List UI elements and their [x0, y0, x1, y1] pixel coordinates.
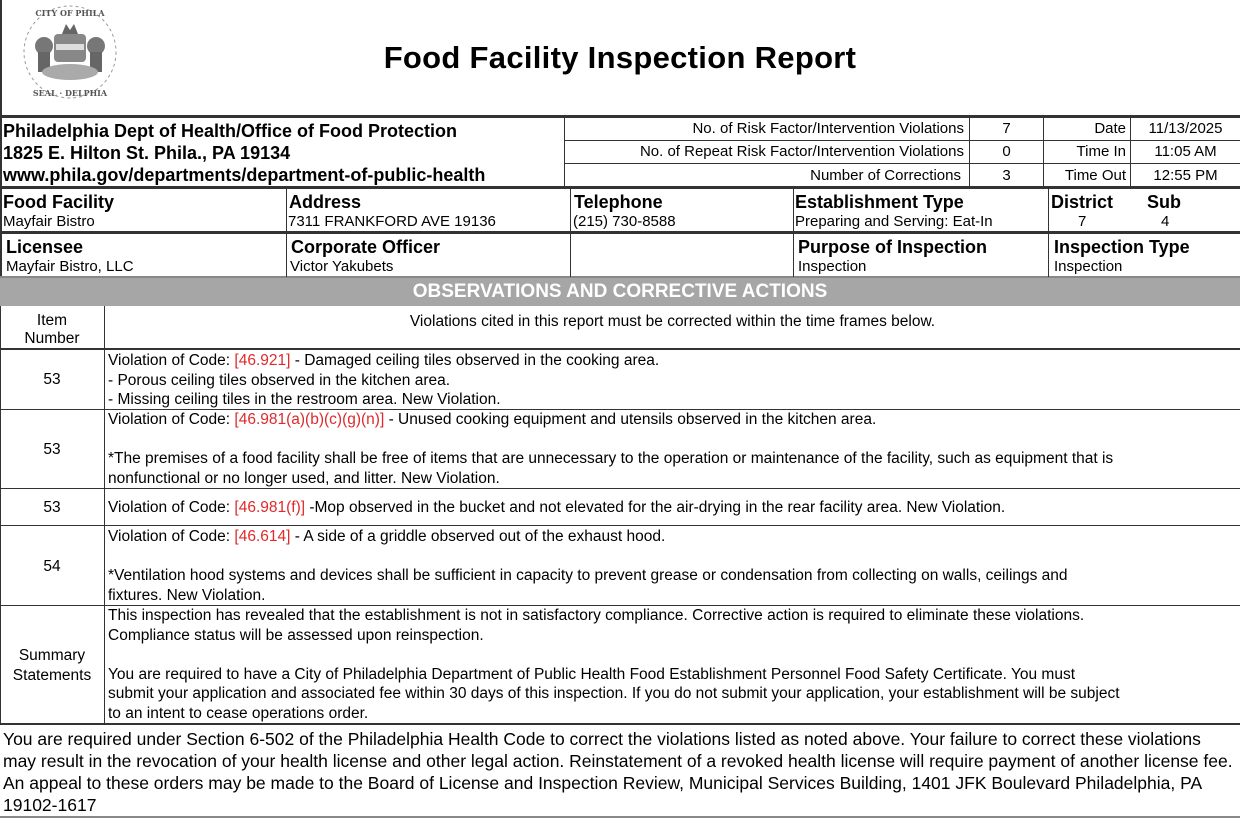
violation-1-text [108, 351, 659, 410]
telephone-value: (215) 730-8588 [573, 213, 676, 230]
divider [0, 816, 1240, 818]
divider [104, 306, 105, 724]
violation-line: - Damaged ceiling tiles observed in the cooking area. [290, 352, 660, 369]
divider [286, 188, 287, 277]
summary-label-line2: Statements [12, 667, 92, 684]
divider [0, 723, 1240, 725]
spacer [108, 430, 1113, 450]
svg-text:SEAL · DELPHIA: SEAL · DELPHIA [32, 88, 108, 98]
corporate-officer-label: Corporate Officer [291, 237, 441, 257]
risk-violations-label: No. of Risk Factor/Intervention Violations [692, 120, 964, 137]
sub-value: 4 [1161, 213, 1170, 230]
time-in-value: 11:05 AM [1154, 143, 1217, 160]
corrections-value: 3 [1002, 167, 1011, 184]
violation-line: fixtures. New Violation. [108, 586, 266, 604]
violation-prefix: Violation of Code: [108, 528, 235, 545]
observations-banner: OBSERVATIONS AND CORRECTIVE ACTIONS [0, 278, 1240, 306]
divider [0, 186, 1240, 189]
food-facility-value: Mayfair Bistro [3, 213, 95, 230]
district-value: 7 [1078, 213, 1087, 230]
licensee-value: Mayfair Bistro, LLC [6, 258, 134, 275]
violation-1-item: 53 [43, 371, 61, 388]
corrections-label: Number of Corrections [810, 167, 961, 184]
violation-4-text [108, 527, 1068, 605]
violation-line: -Mop observed in the bucket and not elevated for the air-drying in the rear facility area. New Violation. [305, 499, 1006, 516]
department-name: Philadelphia Dept of Health/Office of Food Protection [3, 121, 458, 141]
date-value: 11/13/2025 [1148, 120, 1223, 137]
establishment-type-value: Preparing and Serving: Eat-In [795, 213, 993, 230]
divider [564, 163, 1240, 164]
department-address: 1825 E. Hilton St. Phila., PA 19134 [3, 143, 291, 163]
purpose-label: Purpose of Inspection [798, 237, 988, 257]
risk-violations-value: 7 [1002, 120, 1011, 137]
divider [0, 525, 1240, 526]
violation-prefix: Violation of Code: [108, 499, 235, 516]
repeat-violations-label: No. of Repeat Risk Factor/Intervention Violations [639, 143, 964, 160]
violation-line: *The premises of a food facility shall be free of items that are unnecessary to the operation or maintenance of the facility, such as equipment that is [108, 450, 1114, 467]
divider [0, 116, 2, 276]
violation-code: [46.981(f)] [234, 499, 306, 516]
summary-line: This inspection has revealed that the establishment is not in satisfactory compliance. Corrective action is required to eliminate these violations. [108, 607, 1085, 624]
item-header-line2: Number [24, 330, 80, 347]
summary-label [0, 646, 104, 686]
violation-code: [46.614] [234, 528, 291, 545]
spacer [108, 547, 1068, 567]
violation-line: - A side of a griddle observed out of the exhaust hood. [290, 528, 666, 545]
department-info [3, 120, 485, 186]
summary-text [108, 606, 1120, 723]
page-title: Food Facility Inspection Report [383, 40, 857, 75]
corporate-officer-value: Victor Yakubets [290, 258, 394, 275]
divider [1048, 188, 1049, 277]
divider [0, 348, 1240, 350]
repeat-violations-value: 0 [1002, 143, 1011, 160]
summary-line: You are required to have a City of Philadelphia Department of Public Health Food Establishment Personnel Food Safety Certificate. You must [108, 665, 1076, 683]
violation-line: nonfunctional or no longer used, and litter. New Violation. [108, 469, 500, 487]
inspection-type-value: Inspection [1054, 258, 1123, 275]
violation-2-item: 53 [43, 441, 61, 458]
violation-3-text [108, 498, 1005, 518]
spacer [108, 645, 1120, 665]
summary-label-line1: Summary [18, 647, 86, 664]
svg-text:CITY OF PHILA: CITY OF PHILA [35, 8, 105, 18]
violation-line: - Unused cooking equipment and utensils observed in the kitchen area. [384, 411, 877, 428]
divider [0, 115, 1240, 118]
department-website[interactable]: www.phila.gov/departments/department-of-public-health [3, 165, 486, 185]
violation-4-item: 54 [43, 558, 61, 575]
violation-line: - Porous ceiling tiles observed in the kitchen area. [108, 371, 451, 389]
violation-3-item: 53 [43, 499, 61, 516]
divider [793, 188, 794, 277]
item-number-header [0, 312, 104, 348]
divider [564, 116, 565, 187]
summary-line: to an intent to cease operations order. [108, 704, 369, 722]
violation-code: [46.921] [234, 352, 291, 369]
violation-prefix: Violation of Code: [108, 411, 235, 428]
address-value: 7311 FRANKFORD AVE 19136 [288, 213, 496, 230]
purpose-value: Inspection [798, 258, 867, 275]
violation-2-text [108, 410, 1113, 488]
divider [0, 488, 1240, 489]
item-header-line1: Item [36, 312, 68, 329]
address-label: Address [289, 192, 362, 212]
establishment-type-label: Establishment Type [795, 192, 964, 212]
time-out-value: 12:55 PM [1153, 167, 1218, 184]
time-in-label: Time In [1076, 143, 1126, 160]
violation-line: *Ventilation hood systems and devices shall be sufficient in capacity to prevent grease or condensation from collecting on walls, ceilings and [108, 567, 1068, 584]
sub-label: Sub [1147, 192, 1181, 212]
violation-code: [46.981(a)(b)(c)(g)(n)] [234, 411, 385, 428]
date-label: Date [1094, 120, 1126, 137]
time-out-label: Time Out [1064, 167, 1126, 184]
summary-line: submit your application and associated fee within 30 days of this inspection. If you do not submit your application, your establishment will be subject [108, 685, 1120, 702]
divider [0, 231, 1240, 234]
violation-prefix: Violation of Code: [108, 352, 235, 369]
divider [570, 188, 571, 277]
food-facility-label: Food Facility [3, 192, 115, 212]
violation-line: - Missing ceiling tiles in the restroom area. New Violation. [108, 391, 501, 408]
divider [564, 140, 1240, 141]
district-label: District [1051, 192, 1114, 212]
telephone-label: Telephone [574, 192, 663, 212]
observations-intro: Violations cited in this report must be corrected within the time frames below. [409, 313, 936, 330]
inspection-type-label: Inspection Type [1054, 237, 1190, 257]
summary-line: Compliance status will be assessed upon reinspection. [108, 626, 484, 644]
licensee-label: Licensee [6, 237, 84, 257]
legal-notice: You are required under Section 6-502 of the Philadelphia Health Code to correct the violations listed as noted above. Your failure to correct these violations may result in the revocation of your health license and other legal action. Reinstatement of a revoked health license will require payment of another license fee. An appeal to these orders may be made to the Board of License and Inspection Review, Municipal Services Building, 1401 JFK Boulevard Philadelphia, PA 19102-1617 [3, 729, 1233, 815]
